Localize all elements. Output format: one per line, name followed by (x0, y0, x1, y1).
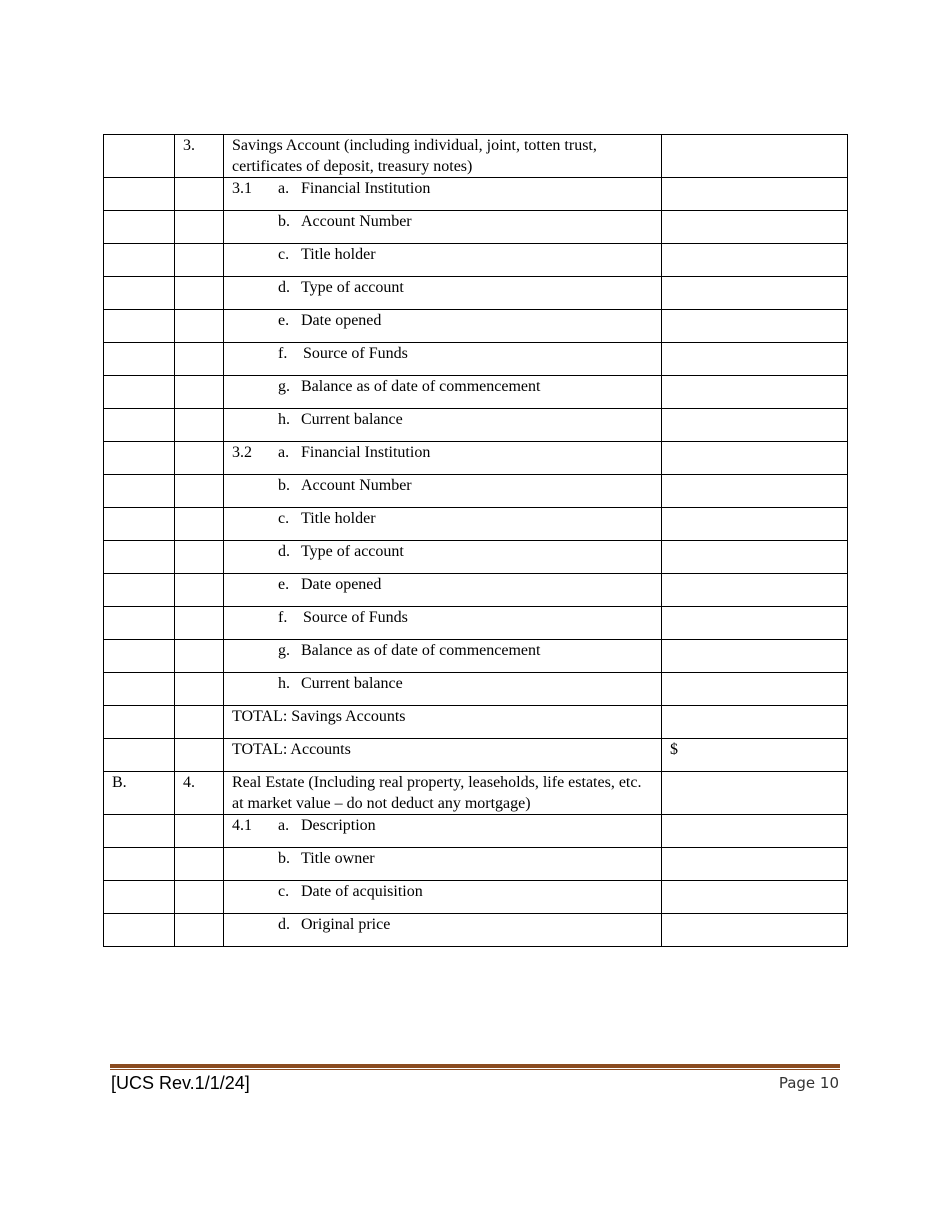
field-label: TOTAL: Savings Accounts (232, 708, 406, 725)
field-letter: h. (278, 411, 290, 428)
table-row (104, 881, 848, 914)
value-entry-cell[interactable] (662, 409, 848, 442)
field-letter: h. (278, 675, 290, 692)
description-cell (224, 343, 662, 376)
description-cell (224, 277, 662, 310)
financial-disclosure-table (103, 134, 848, 947)
table-row (104, 409, 848, 442)
value-entry-cell[interactable] (662, 442, 848, 475)
field-label: Account Number (301, 477, 412, 494)
item-number-cell (175, 706, 224, 739)
field-label: Balance as of date of commencement (301, 642, 541, 659)
section-letter-cell: B. (104, 772, 175, 815)
table-row (104, 673, 848, 706)
description-cell (224, 739, 662, 772)
table-row (104, 739, 848, 772)
description-cell (224, 475, 662, 508)
description-cell (224, 772, 662, 815)
table-row (104, 508, 848, 541)
field-label: Title holder (301, 510, 376, 527)
item-number-cell (175, 475, 224, 508)
description-cell (224, 409, 662, 442)
description-cell (224, 815, 662, 848)
section-letter-cell (104, 343, 175, 376)
value-entry-cell[interactable] (662, 574, 848, 607)
field-letter: f. (278, 345, 288, 362)
section-letter-cell (104, 673, 175, 706)
description-cell (224, 574, 662, 607)
field-label: Financial Institution (301, 444, 431, 461)
field-label: Source of Funds (303, 345, 408, 362)
description-cell (224, 211, 662, 244)
field-letter: f. (278, 609, 288, 626)
table-row (104, 848, 848, 881)
item-number-cell: 4. (175, 772, 224, 815)
value-entry-cell[interactable] (662, 881, 848, 914)
item-number-cell (175, 376, 224, 409)
table-body (104, 135, 848, 947)
sub-item-number: 3.1 (232, 180, 252, 197)
item-number-cell (175, 442, 224, 475)
item-number-cell (175, 848, 224, 881)
sub-item-number: 3.2 (232, 444, 252, 461)
field-label: Savings Account (including individual, joint, totten trust, certificates of deposit, treasury notes) (232, 137, 597, 175)
section-letter-cell (104, 376, 175, 409)
field-letter: b. (278, 477, 290, 494)
section-letter-cell (104, 442, 175, 475)
value-entry-cell[interactable]: $ (662, 739, 848, 772)
table-row (104, 772, 848, 815)
description-cell (224, 310, 662, 343)
table-row (104, 277, 848, 310)
item-number-cell (175, 277, 224, 310)
table-row (104, 574, 848, 607)
field-label: Date opened (301, 576, 382, 593)
section-letter-cell (104, 706, 175, 739)
field-letter: c. (278, 883, 290, 900)
section-letter-cell (104, 211, 175, 244)
field-letter: g. (278, 642, 290, 659)
section-letter-cell (104, 409, 175, 442)
table-row (104, 475, 848, 508)
value-entry-cell[interactable] (662, 343, 848, 376)
field-letter: c. (278, 246, 290, 263)
item-number-cell: 3. (175, 135, 224, 178)
value-entry-cell[interactable] (662, 706, 848, 739)
field-label: Current balance (301, 411, 403, 428)
section-letter-cell (104, 277, 175, 310)
field-label: Current balance (301, 675, 403, 692)
field-letter: e. (278, 576, 290, 593)
field-label: Date of acquisition (301, 883, 423, 900)
description-cell (224, 881, 662, 914)
field-letter: c. (278, 510, 290, 527)
form-revision-label: [UCS Rev.1/1/24] (111, 1073, 250, 1093)
table-row (104, 343, 848, 376)
item-number-cell (175, 739, 224, 772)
field-letter: d. (278, 279, 290, 296)
section-letter-cell (104, 848, 175, 881)
table-row (104, 376, 848, 409)
item-number-cell (175, 815, 224, 848)
field-label: TOTAL: Accounts (232, 741, 351, 758)
table-row (104, 442, 848, 475)
value-entry-cell[interactable] (662, 673, 848, 706)
section-letter-cell (104, 310, 175, 343)
description-cell (224, 607, 662, 640)
item-number-cell (175, 211, 224, 244)
item-number-cell (175, 310, 224, 343)
description-cell (224, 135, 662, 178)
value-entry-cell[interactable] (662, 815, 848, 848)
description-cell (224, 376, 662, 409)
table-row (104, 135, 848, 178)
field-label: Title owner (301, 850, 375, 867)
section-letter-cell (104, 508, 175, 541)
item-number-cell (175, 673, 224, 706)
value-entry-cell[interactable] (662, 135, 848, 178)
section-letter-cell (104, 135, 175, 178)
value-entry-cell[interactable] (662, 475, 848, 508)
value-entry-cell[interactable] (662, 541, 848, 574)
field-label: Balance as of date of commencement (301, 378, 541, 395)
sub-item-number: 4.1 (232, 817, 252, 834)
item-number-cell (175, 508, 224, 541)
footer-rule (110, 1064, 840, 1068)
item-number-cell (175, 914, 224, 947)
description-cell (224, 244, 662, 277)
item-number-cell (175, 640, 224, 673)
description-cell (224, 673, 662, 706)
table-row (104, 640, 848, 673)
field-label: Original price (301, 916, 391, 933)
field-label: Type of account (301, 543, 404, 560)
description-cell (224, 541, 662, 574)
value-entry-cell[interactable] (662, 848, 848, 881)
description-cell (224, 508, 662, 541)
item-number-cell (175, 343, 224, 376)
field-letter: e. (278, 312, 290, 329)
section-letter-cell (104, 574, 175, 607)
field-letter: b. (278, 850, 290, 867)
field-label: Financial Institution (301, 180, 431, 197)
item-number-cell (175, 607, 224, 640)
table-row (104, 211, 848, 244)
field-letter: d. (278, 916, 290, 933)
item-number-cell (175, 178, 224, 211)
item-number-cell (175, 409, 224, 442)
table-row (104, 178, 848, 211)
item-number-cell (175, 244, 224, 277)
section-letter-cell (104, 244, 175, 277)
section-letter-cell (104, 475, 175, 508)
field-label: Real Estate (Including real property, leaseholds, life estates, etc. at market value – do not deduct any mortgage) (232, 774, 642, 812)
section-letter-cell (104, 914, 175, 947)
field-label: Type of account (301, 279, 404, 296)
description-cell (224, 640, 662, 673)
value-entry-cell[interactable] (662, 914, 848, 947)
table-row (104, 914, 848, 947)
value-entry-cell[interactable] (662, 277, 848, 310)
description-cell (224, 914, 662, 947)
table-row (104, 815, 848, 848)
field-label: Title holder (301, 246, 376, 263)
field-letter: a. (278, 817, 290, 834)
section-letter-cell (104, 541, 175, 574)
field-label: Date opened (301, 312, 382, 329)
table-row (104, 706, 848, 739)
value-entry-cell[interactable] (662, 508, 848, 541)
value-entry-cell[interactable] (662, 310, 848, 343)
table-row (104, 244, 848, 277)
value-entry-cell[interactable] (662, 640, 848, 673)
description-cell (224, 848, 662, 881)
value-entry-cell[interactable] (662, 772, 848, 815)
item-number-cell (175, 881, 224, 914)
item-number-cell (175, 574, 224, 607)
field-letter: d. (278, 543, 290, 560)
section-letter-cell (104, 739, 175, 772)
value-entry-cell[interactable] (662, 607, 848, 640)
field-letter: a. (278, 180, 290, 197)
section-letter-cell (104, 881, 175, 914)
value-entry-cell[interactable] (662, 244, 848, 277)
table-row (104, 310, 848, 343)
field-label: Description (301, 817, 376, 834)
field-letter: g. (278, 378, 290, 395)
page-number: Page 10 (778, 1074, 839, 1092)
item-number-cell (175, 541, 224, 574)
description-cell (224, 706, 662, 739)
section-letter-cell (104, 815, 175, 848)
field-letter: a. (278, 444, 290, 461)
section-letter-cell (104, 178, 175, 211)
table-row (104, 607, 848, 640)
field-label: Source of Funds (303, 609, 408, 626)
value-entry-cell[interactable] (662, 178, 848, 211)
footer-rule-thin (110, 1069, 840, 1070)
table-row (104, 541, 848, 574)
field-label: Account Number (301, 213, 412, 230)
field-letter: b. (278, 213, 290, 230)
value-entry-cell[interactable] (662, 376, 848, 409)
value-entry-cell[interactable] (662, 211, 848, 244)
section-letter-cell (104, 607, 175, 640)
description-cell (224, 442, 662, 475)
section-letter-cell (104, 640, 175, 673)
description-cell (224, 178, 662, 211)
